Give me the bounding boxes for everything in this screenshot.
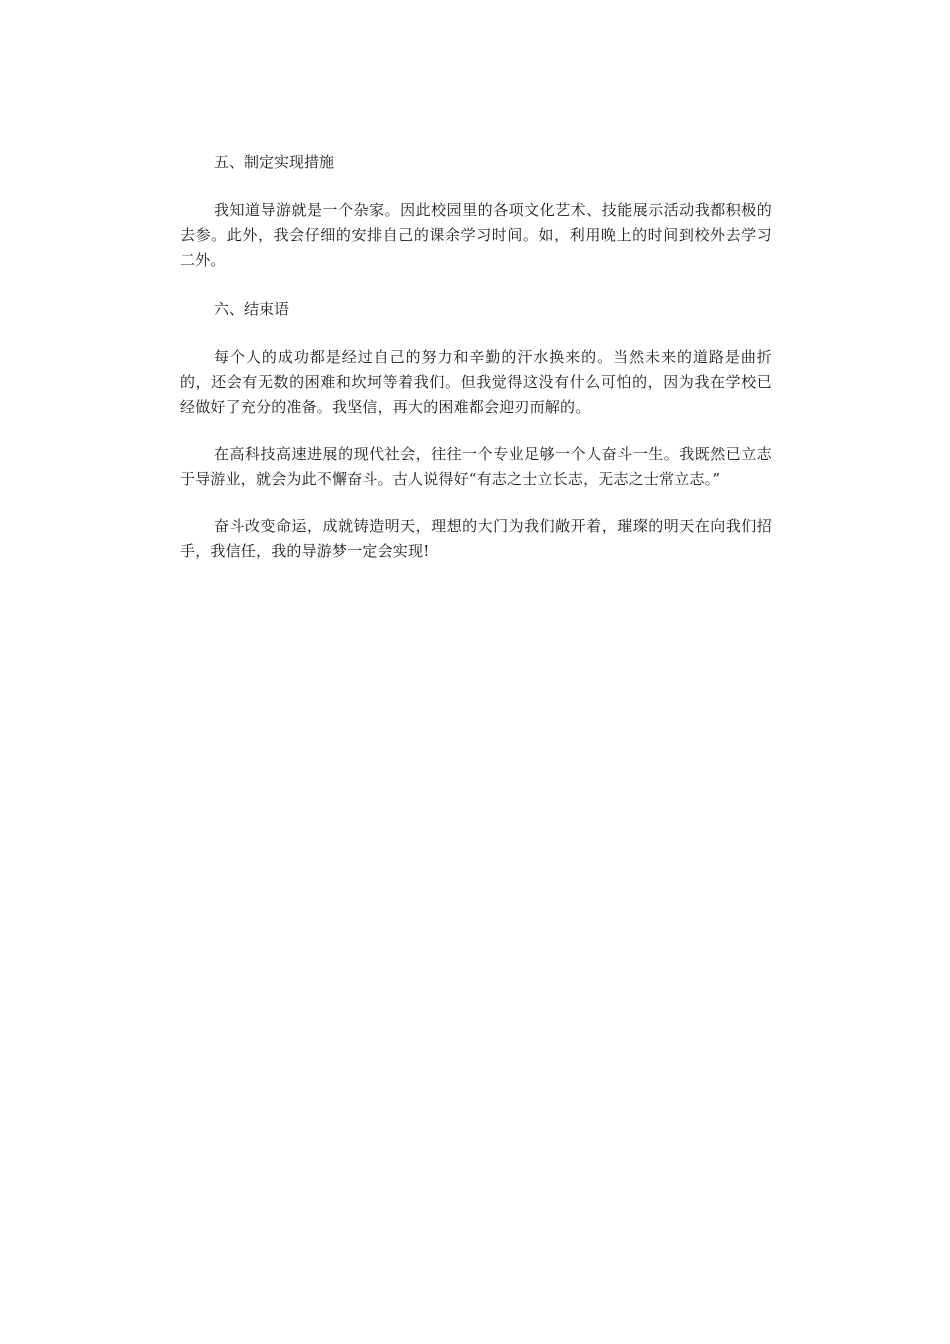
section-heading-conclusion: 六、结束语 (214, 300, 290, 318)
section-heading-measures: 五、制定实现措施 (214, 153, 335, 171)
paragraph-conclusion-2: 在高科技高速进展的现代社会，往往一个专业足够一个人奋斗一生。我既然已立志于导游业，就会为此不懈奋斗。古人说得好“有志之士立长志，无志之士常立志。” (180, 445, 772, 488)
paragraph-measures: 我知道导游就是一个杂家。因此校园里的各项文化艺术、技能展示活动我都积极的去参。此外，我会仔细的安排自己的课余学习时间。如，利用晚上的时间到校外去学习二外。 (180, 201, 772, 269)
paragraph-conclusion-3: 奋斗改变命运，成就铸造明天，理想的大门为我们敞开着，璀璨的明天在向我们招手，我信任，我的导游梦一定会实现! (180, 517, 772, 560)
document-page (180, 148, 772, 564)
paragraph-conclusion-1: 每个人的成功都是经过自己的努力和辛勤的汗水换来的。当然未来的道路是曲折的，还会有无数的困难和坎坷等着我们。但我觉得这没有什么可怕的，因为我在学校已经做好了充分的准备。我坚信，再大的困难都会迎刃而解的。 (180, 348, 772, 416)
